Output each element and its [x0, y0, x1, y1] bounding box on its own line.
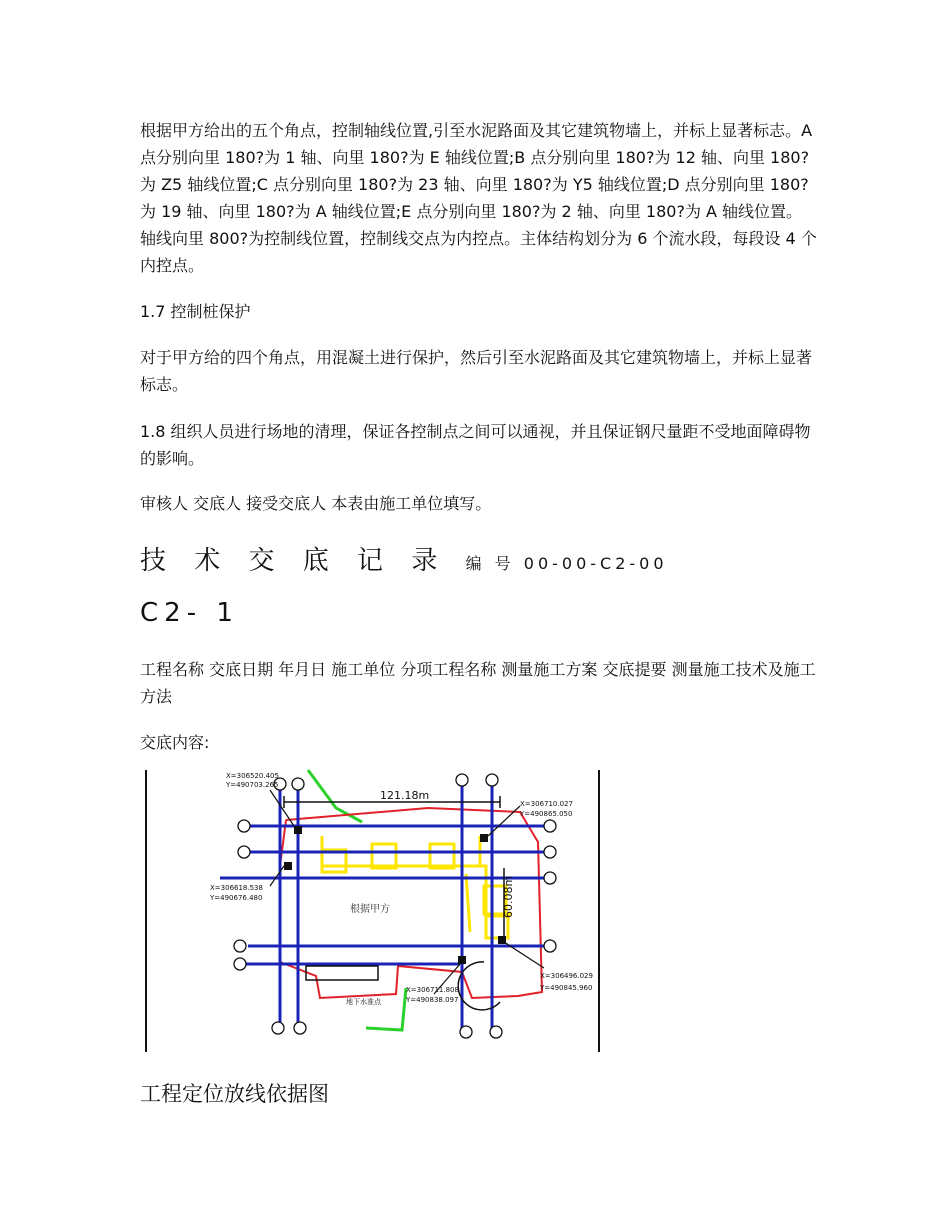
curved-road [458, 962, 500, 1010]
dimension-top-label: 121.18m [380, 789, 430, 802]
figure-caption: 工程定位放线依据图 [140, 1082, 329, 1106]
record-title-line [140, 540, 668, 577]
record-number: 编 号 00-00-C2-00 [465, 554, 668, 573]
building-label: 根据甲方 [350, 904, 390, 915]
coord-bottom-right-x: X=306496.029 [540, 972, 593, 980]
record-fields: 工程名称 交底日期 年月日 施工单位 分项工程名称 测量施工方案 交底提要 测量施工技术及施工方法 [140, 660, 816, 706]
coord-top-left-y: Y=490703.265 [226, 781, 279, 789]
coord-bottom-right-y: Y=490845.960 [540, 984, 593, 992]
paragraph-site-clearing: 1.8 组织人员进行场地的清理，保证各控制点之间可以通视，并且保证钢尺量距不受地面障碍物的影响。 [140, 422, 811, 468]
paragraph-control-axis: 根据甲方给出的五个角点，控制轴线位置,引至水泥路面及其它建筑物墙上，并标上显著标志。A 点分别向里 180?为 1 轴、向里 180?为 E 轴线位置;B 点分别向里 180?为 12 轴、向里 180?为 Z5 轴线位置;C 点分别向里 180?为 23 轴、向里 180?为 Y5 轴线位置;D 点分别向里 180?为 19 轴、向里 180?为 A 轴线位置;E 点分别向里 180?为 2 轴、向里 180?为 A 轴线位置。 轴线向里 800?为控制线位置，控制线交点为内控点。主体结构划分为 6 个流水段，每段设 4 个内控点。 [140, 121, 817, 275]
coord-bottom-mid-y: Y=490838.097 [406, 996, 459, 1004]
coord-mid-left-x: X=306618.538 [210, 884, 263, 892]
record-title: 技 术 交 底 记 录 [140, 546, 448, 576]
paragraph-signatures: 审核人 交底人 接受交底人 本表由施工单位填写。 [140, 494, 492, 513]
coord-bottom-mid-x: X=306711.808 [406, 986, 459, 994]
horizontal-axis-lines [220, 826, 546, 964]
coord-mid-left-y: Y=490676.480 [210, 894, 263, 902]
paragraph-stake-protection: 对于甲方给的四个角点，用混凝土进行保护，然后引至水泥路面及其它建筑物墙上，并标上显著标志。 [140, 348, 813, 394]
coord-top-right-x: X=306710.027 [520, 800, 573, 808]
content-label: 交底内容: [140, 733, 210, 752]
site-layout-drawing [140, 766, 610, 1054]
coord-top-right-y: Y=490865.050 [520, 810, 573, 818]
benchmark-note: 地下水准点 [346, 998, 381, 1006]
record-code: C2- 1 [140, 598, 239, 628]
dimension-right-label: 60.08m [502, 875, 515, 918]
coord-top-left-x: X=306520.405 [226, 772, 279, 780]
section-heading-1-7: 1.7 控制桩保护 [140, 302, 251, 321]
